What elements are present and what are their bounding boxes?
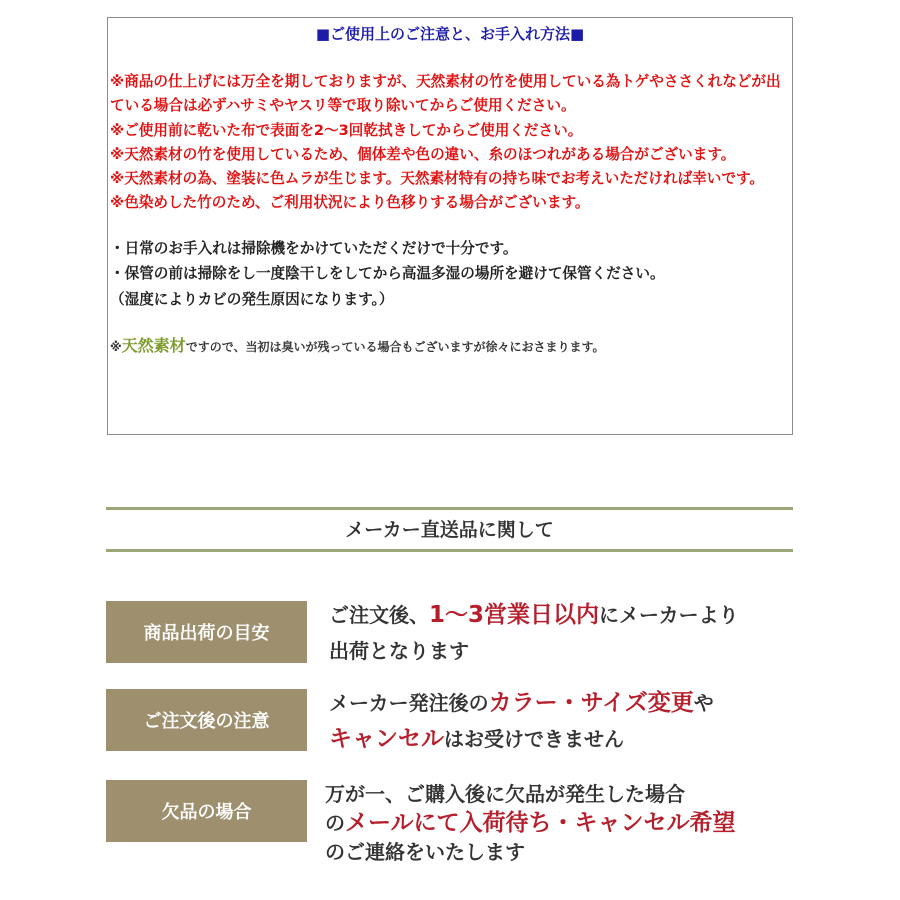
maintenance-list bbox=[110, 236, 790, 313]
out-of-stock-text bbox=[325, 780, 736, 867]
warning-item: ※色染めした竹のため、ご利用状況により色移りする場合がございます。 bbox=[110, 194, 590, 212]
text-span: や bbox=[693, 691, 714, 715]
maintenance-item: （湿度によりカビの発生原因になります。） bbox=[110, 290, 394, 308]
highlight-span: 1〜3営業日以内 bbox=[429, 602, 600, 628]
warning-item: ※商品の仕上げには万全を期しておりますが、天然素材の竹を使用している為トゲやささくれなどが出ている場合は必ずハサミやヤスリ等で取り除いてからご使用ください。 bbox=[110, 73, 781, 115]
highlight-span: カラー・サイズ変更 bbox=[488, 690, 694, 716]
text-span: ご注文後、 bbox=[329, 603, 429, 627]
info-line bbox=[325, 809, 736, 838]
info-line bbox=[329, 721, 714, 757]
text-span: メーカー発注後の bbox=[329, 691, 489, 715]
warning-list bbox=[110, 70, 790, 216]
highlight-span: キャンセル bbox=[329, 726, 444, 752]
info-line bbox=[329, 633, 739, 669]
maintenance-item: ・保管の前は掃除をし一度陰干しをしてから高温多湿の場所を避けて保管ください。 bbox=[110, 265, 665, 283]
info-line bbox=[325, 780, 736, 809]
warning-item: ※ご使用前に乾いた布で表面を2〜3回乾拭きしてからご使用ください。 bbox=[110, 121, 583, 139]
post-order-notice-label: ご注文後の注意 bbox=[106, 689, 307, 751]
note-highlight: 天然素材 bbox=[121, 336, 186, 356]
note-text: ですので、当初は臭いが残っている場合もございますが徐々におさまります。 bbox=[185, 340, 605, 355]
care-title: ■ご使用上のご注意と、お手入れ方法■ bbox=[315, 25, 585, 43]
text-span: にメーカーより bbox=[599, 603, 739, 627]
care-instructions-box bbox=[107, 17, 793, 435]
post-order-notice-text bbox=[329, 685, 714, 757]
odor-note bbox=[110, 334, 790, 359]
text-span: のご連絡をいたします bbox=[325, 840, 525, 864]
info-line bbox=[329, 597, 739, 633]
info-line bbox=[325, 838, 736, 867]
section-bottom-rule bbox=[106, 549, 793, 552]
shipping-estimate-label: 商品出荷の目安 bbox=[106, 601, 307, 663]
highlight-span: メールにて入荷待ち・キャンセル希望 bbox=[345, 810, 736, 836]
note-prefix: ※ bbox=[110, 340, 122, 355]
warning-item: ※天然素材の竹を使用しているため、個体差や色の違い、糸のほつれがある場合がございます。 bbox=[110, 145, 736, 163]
maintenance-item: ・日常のお手入れは掃除機をかけていただくだけで十分です。 bbox=[110, 239, 518, 257]
info-line bbox=[329, 685, 714, 721]
text-span: はお受けできません bbox=[444, 727, 624, 751]
warning-item: ※天然素材の為、塗装に色ムラが生じます。天然素材特有の持ち味でお考えいただければ幸いです。 bbox=[110, 170, 764, 188]
text-span: の bbox=[325, 811, 345, 835]
shipping-estimate-text bbox=[329, 597, 739, 669]
out-of-stock-label: 欠品の場合 bbox=[106, 780, 307, 842]
section-title: メーカー直送品に関して bbox=[345, 519, 554, 541]
text-span: 万が一、ご購入後に欠品が発生した場合 bbox=[325, 782, 685, 806]
text-span: 出荷となります bbox=[329, 639, 469, 663]
